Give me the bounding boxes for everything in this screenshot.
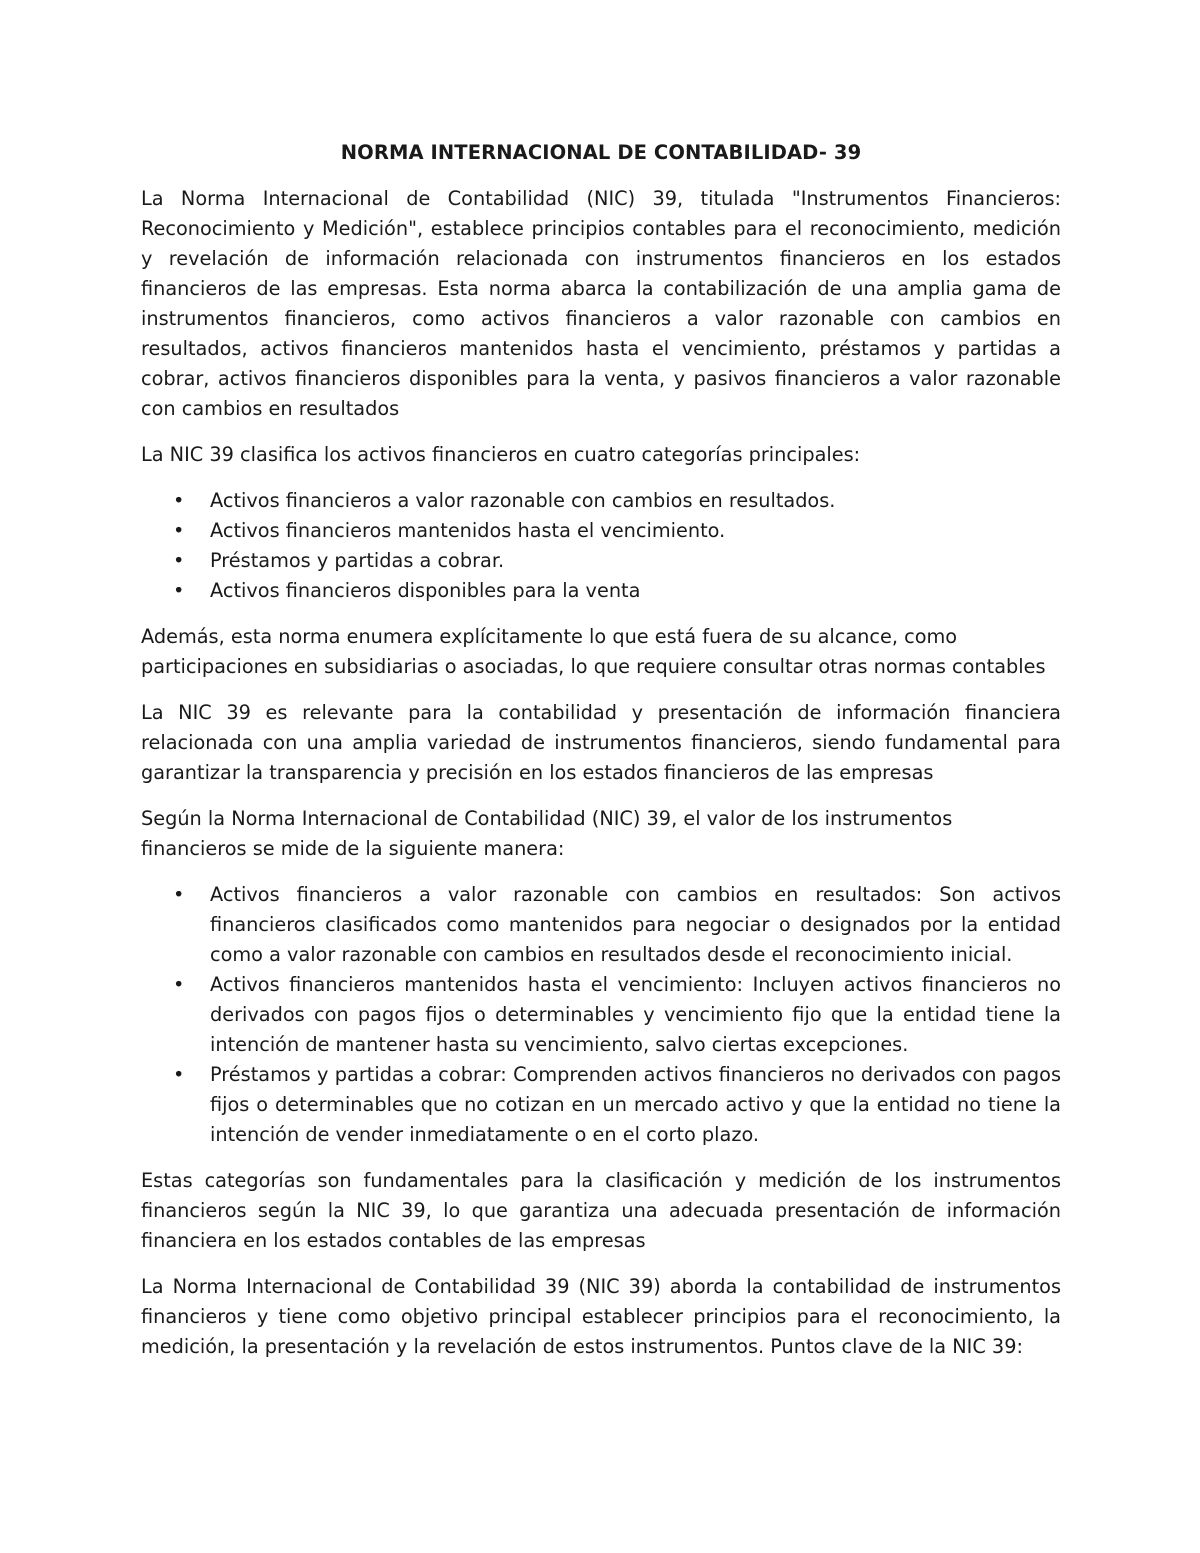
bullet-icon: • — [173, 549, 185, 572]
list-item-text: Activos financieros mantenidos hasta el vencimiento: Incluyen activos financieros no derivados con pagos fijos o determinables y vencimiento fijo que la entidad tiene la intención de mantener hasta su vencimiento, salvo ciertas excepciones. — [210, 973, 1061, 1056]
list-item-text: Préstamos y partidas a cobrar: Comprenden activos financieros no derivados con pagos fijos o determinables que no cotizan en un mercado activo y que la entidad no tiene la intención de vender inmediatamente o en el corto plazo. — [210, 1063, 1061, 1146]
paragraph-categories-lead: La NIC 39 clasifica los activos financieros en cuatro categorías principales: — [141, 443, 861, 466]
list-item-text: Activos financieros a valor razonable con cambios en resultados: Son activos financieros clasificados como mantenidos para negociar o designados por la entidad como a valor razonable con cambios en resultados desde el reconocimiento inicial. — [210, 883, 1061, 966]
bullet-icon: • — [173, 973, 185, 996]
list-item-text: Préstamos y partidas a cobrar. — [210, 549, 505, 572]
list-item — [141, 546, 1061, 576]
paragraph-categories-summary: Estas categorías son fundamentales para la clasificación y medición de los instrumentos financieros según la NIC 39, lo que garantiza una adecuada presentación de información financiera en los estados contables de las empresas — [141, 1169, 1061, 1252]
paragraph-scope: Además, esta norma enumera explícitamente lo que está fuera de su alcance, como participaciones en subsidiarias o asociadas, lo que requiere consultar otras normas contables — [141, 625, 1046, 678]
bullet-icon: • — [173, 519, 185, 542]
bullet-icon: • — [173, 1063, 185, 1086]
document-title: NORMA INTERNACIONAL DE CONTABILIDAD- 39 — [340, 141, 862, 164]
bullet-icon: • — [173, 489, 185, 512]
paragraph-intro: La Norma Internacional de Contabilidad (NIC) 39, titulada "Instrumentos Financieros: Reconocimiento y Medición", establece principios contables para el reconocimiento, medición y revelación de información relacionada con instrumentos financieros en los estados financieros de las empresas. Esta norma abarca la contabilización de una amplia gama de instrumentos financieros, como activos financieros a valor razonable con cambios en resultados, activos financieros mantenidos hasta el vencimiento, préstamos y partidas a cobrar, activos financieros disponibles para la venta, y pasivos financieros a valor razonable con cambios en resultados — [141, 187, 1061, 420]
paragraph-key-points: La Norma Internacional de Contabilidad 39 (NIC 39) aborda la contabilidad de instrumentos financieros y tiene como objetivo principal establecer principios para el reconocimiento, la medición, la presentación y la revelación de estos instrumentos. Puntos clave de la NIC 39: — [141, 1275, 1061, 1358]
list-item — [141, 970, 1061, 1060]
list-item-text: Activos financieros a valor razonable con cambios en resultados. — [210, 489, 836, 512]
paragraph-relevance: La NIC 39 es relevante para la contabilidad y presentación de información financiera relacionada con una amplia variedad de instrumentos financieros, siendo fundamental para garantizar la transparencia y precisión en los estados financieros de las empresas — [141, 701, 1061, 784]
bullet-icon: • — [173, 883, 185, 906]
list-measurement — [141, 880, 1061, 1150]
list-item-text: Activos financieros mantenidos hasta el vencimiento. — [210, 519, 726, 542]
list-item-text: Activos financieros disponibles para la venta — [210, 579, 641, 602]
list-item — [141, 486, 1061, 516]
bullet-icon: • — [173, 579, 185, 602]
list-item — [141, 516, 1061, 546]
list-item — [141, 1060, 1061, 1150]
list-item — [141, 576, 1061, 606]
document-page — [141, 138, 1061, 1378]
paragraph-measurement-lead: Según la Norma Internacional de Contabilidad (NIC) 39, el valor de los instrumentos financieros se mide de la siguiente manera: — [141, 807, 953, 860]
list-categories — [141, 486, 1061, 606]
list-item — [141, 880, 1061, 970]
